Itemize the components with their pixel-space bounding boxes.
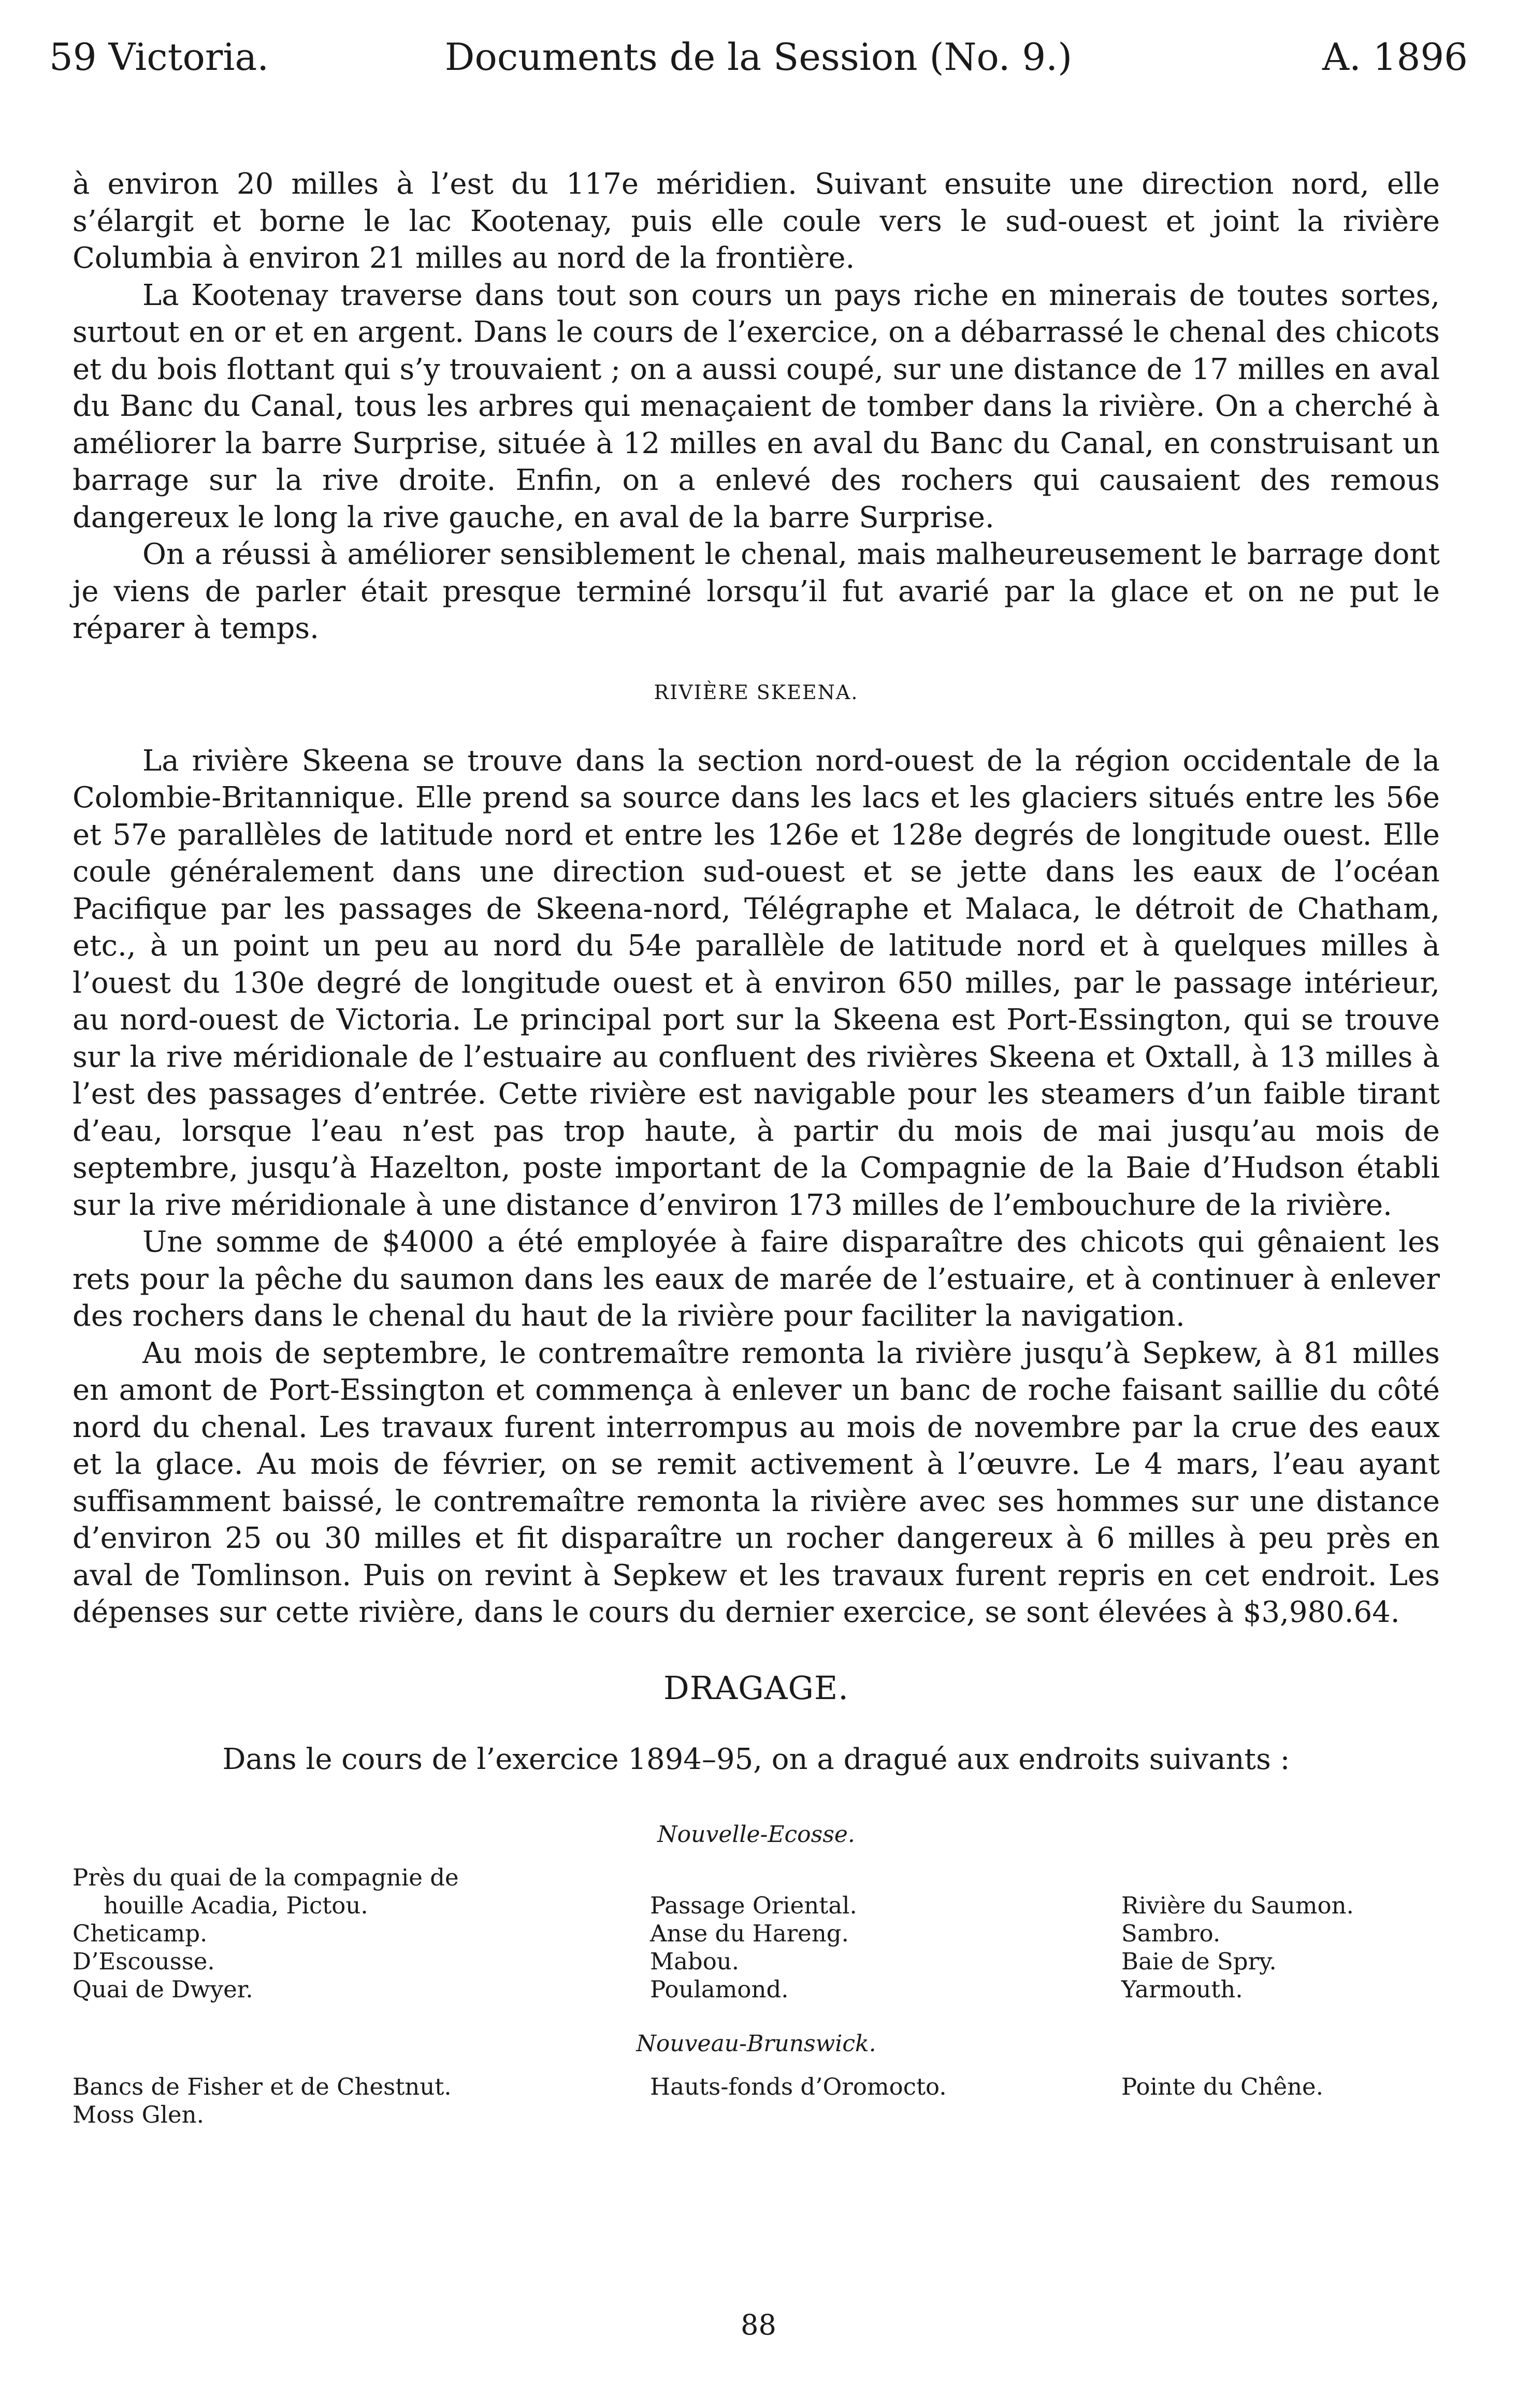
region-title-nouveau-brunswick: Nouveau-Brunswick. (636, 2030, 876, 2057)
list-item: Cheticamp. (73, 1920, 208, 1947)
list-item: Passage Oriental. (650, 1892, 857, 1919)
list-item: D’Escousse. (73, 1948, 215, 1975)
list-item: Anse du Hareng. (650, 1920, 849, 1947)
location-column (1121, 1864, 1440, 2004)
list-item: Hauts-fonds d’Oromocto. (650, 2073, 947, 2100)
location-list-nouveau-brunswick (73, 2073, 1440, 2129)
location-column (650, 1864, 1121, 2004)
list-item: Sambro. (1121, 1920, 1221, 1947)
list-item: Baie de Spry. (1121, 1948, 1277, 1975)
paragraph: Une somme de $4000 a été employée à faire disparaître des chicots qui gênaient les rets pour la pêche du saumon dans les eaux de marée de l’estuaire, et à continuer à enlever des rochers dans le chenal du haut de la rivière pour faciliter la navigation. (73, 1225, 1440, 1333)
list-item: Bancs de Fisher et de Chestnut. (73, 2073, 452, 2100)
list-item: Yarmouth. (1121, 1976, 1243, 2003)
list-item: Poulamond. (650, 1976, 789, 2003)
list-item: Quai de Dwyer. (73, 1976, 253, 2003)
header-right: A. 1896 (1322, 35, 1468, 79)
paragraph: à environ 20 milles à l’est du 117e méridien. Suivant ensuite une direction nord, elle s’élargit et borne le lac Kootenay, puis elle coule vers le sud-ouest et joint la rivière Columbia à environ 21 milles au nord de la frontière. (73, 167, 1440, 275)
page-number: 88 (741, 2309, 776, 2341)
header-center: Documents de la Session (No. 9.) (444, 35, 1073, 79)
location-column (650, 2073, 1121, 2129)
paragraph: La Kootenay traverse dans tout son cours un pays riche en minerais de toutes sortes, surtout en or et en argent. Dans le cours de l’exercice, on a débarrassé le chenal des chicots et du bois flottant qui s’y trouvaient ; on a aussi coupé, sur une distance de 17 milles en aval du Banc du Canal, tous les arbres qui menaçaient de tomber dans la rivière. On a cherché à améliorer la barre Surprise, située à 12 milles en aval du Banc du Canal, en construisant un barrage sur la rive droite. Enfin, on a enlevé des rochers qui causaient des remous dangereux le long la rive gauche, en aval de la barre Surprise. (73, 278, 1440, 534)
dragage-intro: Dans le cours de l’exercice 1894–95, on a dragué aux endroits suivants : (222, 1742, 1290, 1776)
list-item: Près du quai de la compagnie de (73, 1864, 459, 1891)
location-list-nouvelle-ecosse (73, 1864, 1440, 2004)
list-item: Rivière du Saumon. (1121, 1892, 1354, 1919)
header-left: 59 Victoria. (49, 35, 269, 79)
body-text (73, 166, 1440, 2154)
list-item: Moss Glen. (73, 2101, 204, 2128)
list-item: Mabou. (650, 1948, 740, 1975)
paragraph: On a réussi à améliorer sensiblement le chenal, mais malheureusement le barrage dont je viens de parler était presque terminé lorsqu’il fut avarié par la glace et on ne put le réparer à temps. (73, 538, 1440, 645)
page-header (49, 28, 1468, 85)
region-title-nouvelle-ecosse: Nouvelle-Ecosse. (657, 1821, 855, 1848)
paragraph: Au mois de septembre, le contremaître remonta la rivière jusqu’à Sepkew, à 81 milles en amont de Port-Essington et commença à enlever un banc de roche faisant saillie du côté nord du chenal. Les travaux furent interrompus au mois de novembre par la crue des eaux et la glace. Au mois de février, on se remit activement à l’œuvre. Le 4 mars, l’eau ayant suffisamment baissé, le contremaître remonta la rivière avec ses hommes sur une distance d’environ 25 ou 30 milles et fit disparaître un rocher dangereux à 6 milles à peu près en aval de Tomlinson. Puis on revint à Sepkew et les travaux furent repris en cet endroit. Les dépenses sur cette rivière, dans le cours du dernier exercice, se sont élevées à $3,980.64. (73, 1336, 1440, 1629)
list-item: Pointe du Chêne. (1121, 2073, 1323, 2100)
section-title-dragage: DRAGAGE. (663, 1669, 849, 1707)
location-column (73, 2073, 650, 2129)
list-item: houille Acadia, Pictou. (104, 1892, 368, 1919)
location-column (73, 1864, 650, 2004)
paragraph: La rivière Skeena se trouve dans la section nord-ouest de la région occidentale de la Colombie-Britannique. Elle prend sa source dans les lacs et les glaciers situés entre les 56e et 57e parallèles de latitude nord et entre les 126e et 128e degrés de longitude ouest. Elle coule généralement dans une direction sud-ouest et se jette dans les eaux de l’océan Pacifique par les passages de Skeena-nord, Télégraphe et Malaca, le détroit de Chatham, etc., à un point un peu au nord du 54e parallèle de latitude nord et à quelques milles à l’ouest du 130e degré de longitude ouest et à environ 650 milles, par le passage intérieur, au nord-ouest de Victoria. Le principal port sur la Skeena est Port-Essington, qui se trouve sur la rive méridionale de l’estuaire au confluent des rivières Skeena et Oxtall, à 13 milles à l’est des passages d’entrée. Cette rivière est navigable pour les steamers d’un faible tirant d’eau, lorsque l’eau n’est pas trop haute, à partir du mois de mai jusqu’au mois de septembre, jusqu’à Hazelton, poste important de la Compagnie de la Baie d’Hudson établi sur la rive méridionale à une distance d’environ 173 milles de l’embouchure de la rivière. (73, 744, 1440, 1222)
location-column (1121, 2073, 1440, 2129)
section-title-skeena: RIVIÈRE SKEENA. (654, 680, 859, 704)
